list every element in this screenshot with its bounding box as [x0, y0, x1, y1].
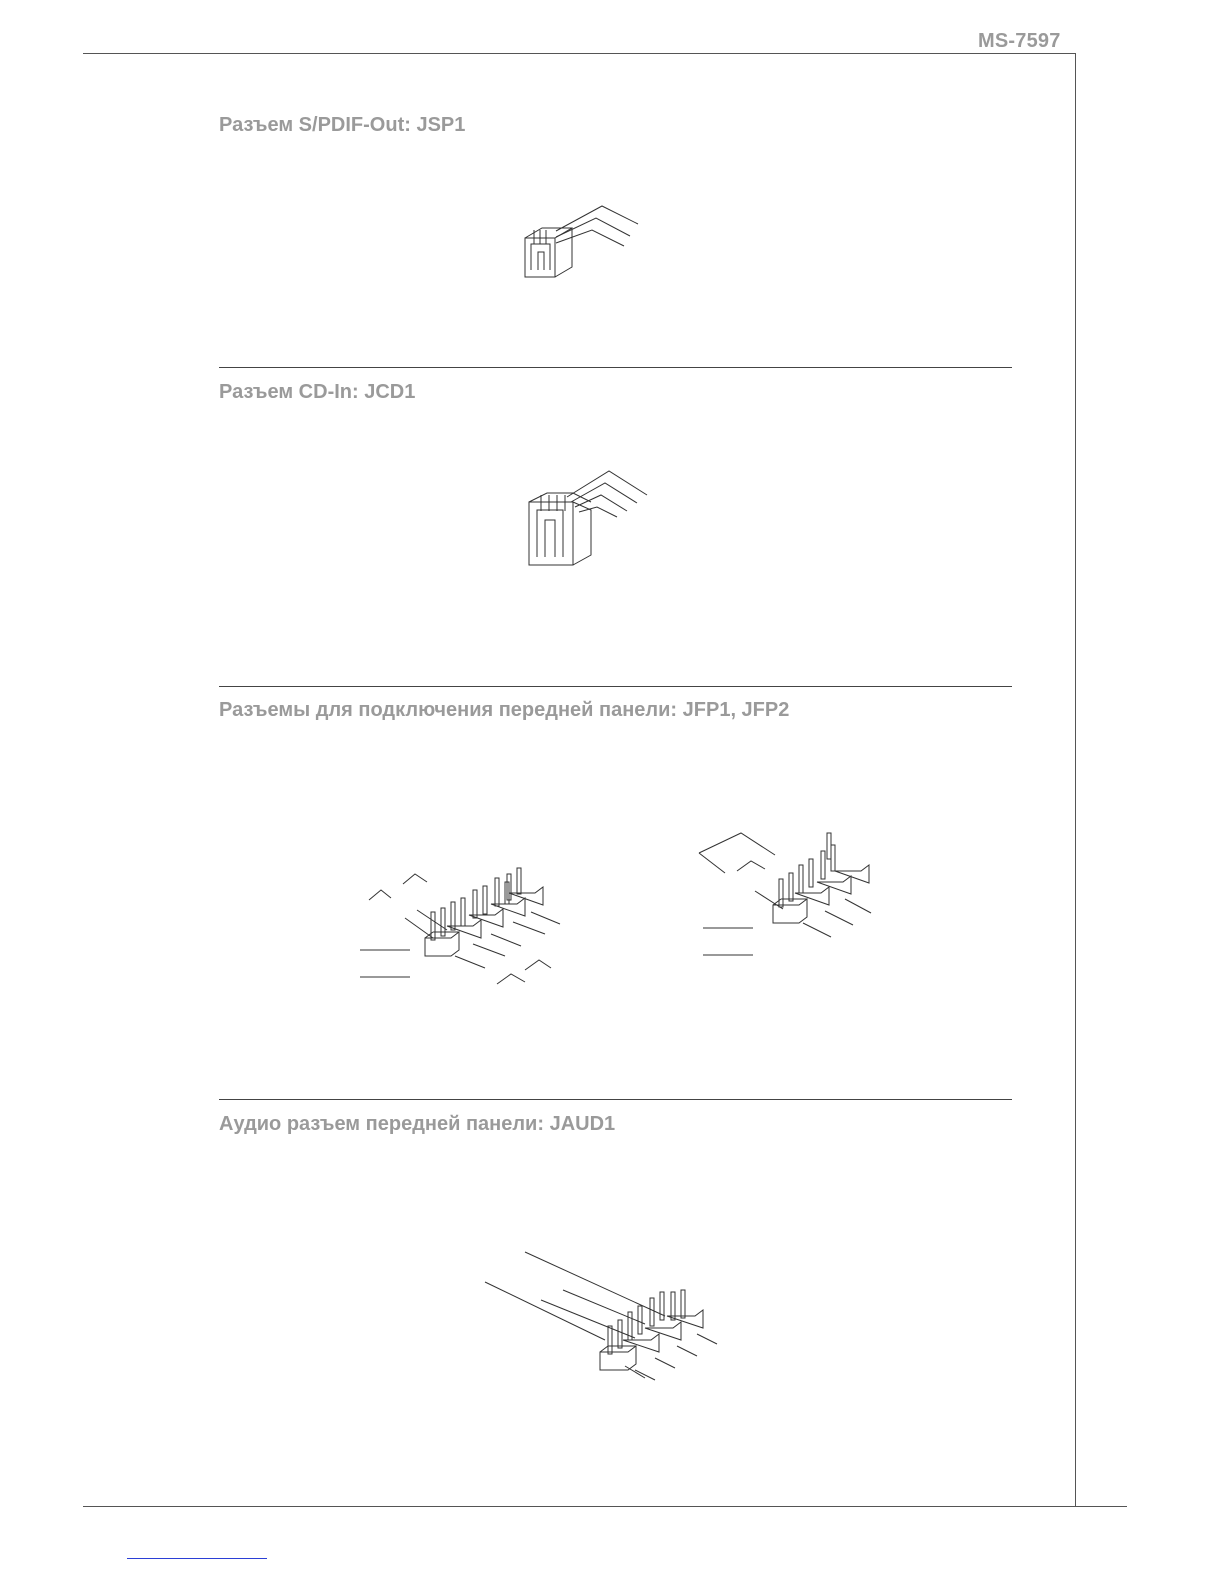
jaud1-header-diagram	[485, 1248, 725, 1383]
footer-rule	[83, 1506, 1127, 1507]
section-title-front-panel: Разъемы для подключения передней панели: JFP1, JFP2	[219, 699, 790, 721]
cd-in-connector-diagram	[525, 465, 655, 575]
jfp2-header-diagram	[695, 825, 875, 960]
section-divider	[219, 367, 1012, 368]
footer-link-underline	[127, 1558, 267, 1559]
jfp1-header-diagram	[355, 860, 570, 990]
model-number: MS-7597	[978, 30, 1061, 52]
section-title-front-audio: Аудио разъем передней панели: JAUD1	[219, 1113, 616, 1135]
spdif-connector-diagram	[520, 200, 650, 310]
section-divider	[219, 1099, 1012, 1100]
section-title-spdif: Разъем S/PDIF-Out: JSP1	[219, 114, 466, 136]
section-divider	[219, 686, 1012, 687]
page-side-rule	[1075, 53, 1076, 1507]
section-title-cd-in: Разъем CD-In: JCD1	[219, 381, 416, 403]
header-rule	[83, 53, 1076, 54]
